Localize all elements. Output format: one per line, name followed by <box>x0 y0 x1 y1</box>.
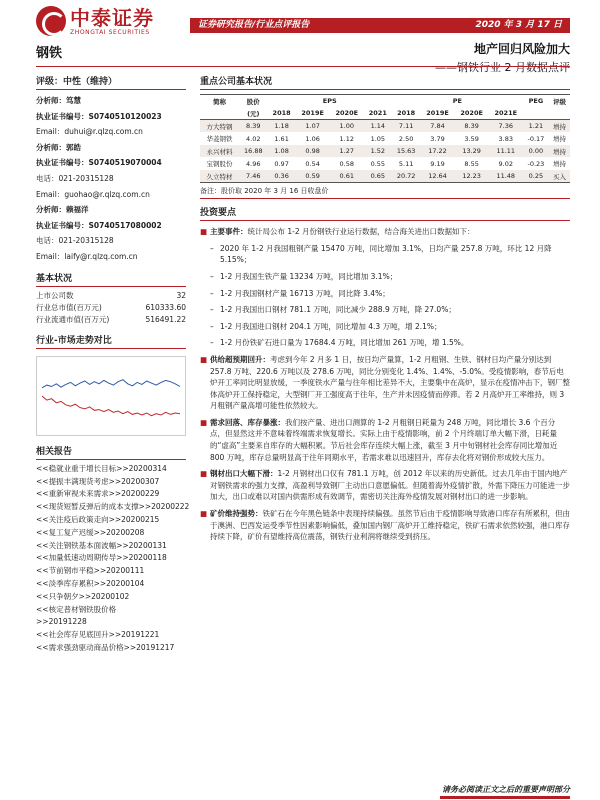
table-row <box>200 157 570 170</box>
point-text: 1-2 月钢材出口仅有 781.1 万吨，创 2012 年以来的历史新低。过去几年由于国内地产对钢铁需求的强力支撑，高盈利导致钢厂主动出口意愿偏低。但随着海外疫情扩散，外需下降压力可能进一步加大，出口或难以对国内供需形成有效调节，需密切关注海外疫情发展对钢材出口的进一步影响。 <box>210 469 570 502</box>
cert-number: S0740519070004 <box>88 158 162 168</box>
analyst-1 <box>36 93 186 140</box>
email-label: Email： <box>36 189 65 199</box>
related-report-link[interactable]: >>20191228 <box>36 617 87 627</box>
basic-key: 行业总市值(百万元) <box>36 302 102 312</box>
report-date: 2020 年 3 月 17 日 <box>475 20 562 30</box>
basic-value: 32 <box>176 290 186 300</box>
analyst-label: 分析师： <box>36 142 66 152</box>
table-cell: 4.96 <box>246 159 261 168</box>
event-item-text: 1-2 月我国钢材产量 16713 万吨，同比降 3.4%； <box>220 288 390 298</box>
table-cell: 11.11 <box>489 145 523 158</box>
table-cell: -0.23 <box>527 159 545 168</box>
analyst-name: 笃慧 <box>66 96 81 105</box>
event-item-text: 1-2 月我国出口钢材 781.1 万吨，同比减少 288.9 万吨，降 27.0%； <box>220 305 456 315</box>
sector-label: 钢铁 <box>36 46 63 61</box>
table-cell: 8.39 <box>455 120 489 133</box>
table-cell: 买入 <box>549 170 570 183</box>
chart-frame <box>37 356 186 435</box>
analyst-name: 郭皓 <box>66 142 81 152</box>
table-cell: 0.25 <box>523 170 549 183</box>
email-link[interactable]: guohao@r.qlzq.com.cn <box>64 189 150 199</box>
table-cell: 1.18 <box>268 120 296 133</box>
dash-bullet-icon: – <box>210 288 214 298</box>
analyst-label: 分析师： <box>36 205 66 215</box>
table-cell: 20.72 <box>392 170 421 183</box>
point-paragraph <box>200 508 570 543</box>
event-item <box>200 337 570 349</box>
table-cell: 0.54 <box>305 159 320 168</box>
related-report-link[interactable]: <<现货短暂反弹后的成本支撑>>20200222 <box>36 502 190 512</box>
main-event-text: 统计局公布 1-2 月份钢铁行业运行数据，结合海关进出口数据如下： <box>247 227 475 237</box>
table-cell: 4.02 <box>246 134 261 143</box>
main-event-label: 主要事件： <box>210 227 248 237</box>
table-note: 备注：股价取 2020 年 3 月 16 日收盘价 <box>200 186 570 199</box>
basic-key: 上市公司数 <box>36 290 74 300</box>
table-cell: 7.36 <box>489 120 523 133</box>
event-item <box>200 321 570 333</box>
related-report-link[interactable]: <<核定普材钢铁股价格 <box>36 604 117 614</box>
logo-icon <box>36 6 66 36</box>
event-item-text: 2020 年 1-2 月我国粗钢产量 15470 万吨，同比增加 3.1%，日均产量 257.8 万吨，环比 12 月降 5.15%； <box>220 243 552 265</box>
event-item <box>200 304 570 316</box>
related-report-link[interactable]: <<提振丰满现货考虑>>20200307 <box>36 476 160 486</box>
phone-label: 电话： <box>36 236 59 246</box>
table-cell: 0.00 <box>523 145 549 158</box>
logo-en: ZHONGTAI SECURITIES <box>70 28 150 36</box>
square-bullet-icon: ■ <box>200 417 208 427</box>
report-type: 证券研究报告/行业点评报告 <box>198 20 310 30</box>
col-sub: 2019E <box>296 107 330 120</box>
table-cell: 宝钢股份 <box>206 160 233 169</box>
table-cell: 0.65 <box>364 170 392 183</box>
table-cell: 0.55 <box>370 159 386 168</box>
market-title: 行业-市场走势对比 <box>36 333 186 349</box>
table-cell: 华菱钢铁 <box>206 135 233 144</box>
dash-bullet-icon: – <box>210 243 214 253</box>
col-name: 简称 <box>200 95 239 108</box>
cert-label: 执业证书编号： <box>36 220 89 230</box>
table-cell: 7.11 <box>392 120 421 133</box>
footer-disclaimer: 请务必阅读正文之后的重要声明部分 <box>442 785 570 794</box>
table-cell: 7.46 <box>239 170 268 183</box>
event-item <box>200 288 570 300</box>
table-cell: 1.27 <box>330 145 364 158</box>
col-eps: EPS <box>268 95 392 108</box>
related-report-link[interactable]: <<只争朝夕>>20200102 <box>36 591 130 601</box>
phone-label: 电话： <box>36 173 59 183</box>
related-report-link[interactable]: <<关注钢铁基本面波幅>>20200131 <box>36 540 167 550</box>
table-cell: 0.59 <box>296 170 330 183</box>
event-item-text: 1-2 月我国生铁产量 13234 万吨，同比增加 3.1%； <box>220 271 398 281</box>
event-item-text: 1-2 月份铁矿石进口量为 17684.4 万吨，同比增加 261 万吨，增 1.5%。 <box>220 338 469 348</box>
table-cell: 17.22 <box>420 145 454 158</box>
basic-row <box>36 314 186 326</box>
table-cell: 1.61 <box>274 134 289 143</box>
basic-key: 行业流通市值(百万元) <box>36 315 110 325</box>
table-cell: 0.36 <box>268 170 296 183</box>
square-bullet-icon: ■ <box>200 509 208 519</box>
table-cell: 1.07 <box>296 120 330 133</box>
table-cell: 久立特材 <box>200 170 239 183</box>
series-line-1 <box>42 379 180 387</box>
table-cell: 增持 <box>549 145 570 158</box>
email-label: Email： <box>36 251 65 261</box>
point-label: 钢材出口大幅下滑： <box>210 469 278 479</box>
company-table-title: 重点公司基本状况 <box>200 74 570 90</box>
col-sub: 2018 <box>392 107 421 120</box>
related-title: 相关报告 <box>36 444 186 460</box>
table-cell: 1.21 <box>523 120 549 133</box>
col-sub: (元) <box>239 107 268 120</box>
point-text: 铁矿石在今年黑色链条中表现持续偏强。虽然节后由于疫情影响导致港口库存有所累积，但由于澳洲、巴西发运受季节性因素影响偏低，叠加国内钢厂高炉开工维持稳定，铁矿石需求依然较强，港口库存持续下降，矿价有望维持高位震荡，钢铁行业利润将继续受到挤压。 <box>210 509 570 542</box>
square-bullet-icon: ■ <box>200 227 208 237</box>
table-cell: 1.14 <box>364 120 392 133</box>
email-link[interactable]: laify@r.qlzq.com.cn <box>64 251 138 261</box>
basic-value: 516491.22 <box>145 315 186 325</box>
point-paragraph <box>200 417 570 463</box>
basic-row <box>36 290 186 302</box>
table-cell: 8.55 <box>464 159 479 168</box>
table-cell: 11.48 <box>489 170 523 183</box>
event-item-text: 1-2 月我国进口钢材 204.1 万吨，同比增加 4.3 万吨，增 2.1%； <box>220 321 442 331</box>
email-label: Email： <box>36 127 65 137</box>
table-cell: 9.19 <box>430 159 445 168</box>
col-sub: 2021E <box>489 107 523 120</box>
table-row <box>200 120 570 133</box>
table-cell: 1.00 <box>330 120 364 133</box>
point-text: 我们按产量、进出口测算的 1-2 月粗钢日耗量为 248 万吨，同比增长 3.6 个百分点，但显然这并不意味着终端需求恢复增长。实际上由于疫情影响，前 2 个月终端订单大幅下滑，日耗量的“虚高”主要来自库存的大幅积累。节后社会库存连续大幅上涨，截至 3 月中旬钢材社会库存同比增加近 800 万吨，库存总量明显高于往年同期水平，若需求难以迅速回升，库存去化将对钢价形成较大压力。 <box>210 417 558 462</box>
table-cell: 5.11 <box>398 159 414 168</box>
series-line-2 <box>42 396 180 416</box>
cert-number: S0740510120023 <box>88 111 162 121</box>
left-column <box>36 74 190 655</box>
col-sub: 2020E <box>330 107 364 120</box>
main-event <box>200 226 570 238</box>
logo-cn: 中泰证券 <box>70 5 154 30</box>
col-sub: 2021 <box>364 107 392 120</box>
analyst-3 <box>36 202 186 264</box>
event-item <box>200 243 570 266</box>
logo <box>36 6 154 36</box>
related-report-link[interactable]: <<稳就业重于增长目标>>20200314 <box>36 463 167 473</box>
table-cell: 0.61 <box>330 170 364 183</box>
company-table <box>200 94 570 183</box>
table-row <box>200 145 570 158</box>
related-report-link[interactable]: <<需求强劲驱动商品价格>>20191217 <box>36 642 175 652</box>
page-subtitle: ——钢铁行业 2 月数据点评 <box>435 61 570 74</box>
dash-bullet-icon: – <box>210 321 214 331</box>
related-report-list <box>36 463 190 655</box>
dash-bullet-icon: – <box>210 305 214 315</box>
related-report-link[interactable]: <<加量低速动周期传导>>20200118 <box>36 553 167 563</box>
related-report-link[interactable]: <<淡季库存累积>>20200104 <box>36 578 145 588</box>
related-report-link[interactable]: <<关注疫后政策走向>>20200215 <box>36 514 160 524</box>
table-cell: 2.50 <box>398 134 414 143</box>
table-cell: 3.79 <box>430 134 445 143</box>
related-report-link[interactable]: <<复工复产迟缓>>20200208 <box>36 527 145 537</box>
cert-label: 执业证书编号： <box>36 158 89 168</box>
col-price: 股价 <box>239 95 268 108</box>
table-cell: 1.52 <box>364 145 392 158</box>
table-cell: 12.23 <box>455 170 489 183</box>
point-text: 考虑到今年 2 月多 1 日，按日均产量算，1-2 月粗钢、生铁、钢材日均产量分别达到 257.8 万吨、220.6 万吨以及 278.6 万吨，同比分别变化 1.4%、1.4%、-5.0%。受疫情影响，春节后电炉开工率同比明显放缓，一季度铁水产量与往年相比差异不大，主要集中在高炉，显示在疫情冲击下，钢厂整体高炉开工保持稳定，大型钢厂开工强度高于往年，生产并未因疫情而停滞。若 2 月高炉开工率维持，则 3 月粗钢产量高增可能性依然较大。 <box>210 354 570 411</box>
col-sub: 2020E <box>455 107 489 120</box>
table-cell: 12.64 <box>420 170 454 183</box>
table-cell: 0.58 <box>339 159 354 168</box>
table-cell: 0.97 <box>274 159 289 168</box>
phone-number: 021-20315128 <box>58 236 114 246</box>
table-cell: 3.83 <box>498 134 513 143</box>
table-cell: 8.39 <box>239 120 268 133</box>
col-rating: 评级 <box>549 95 570 108</box>
basic-title: 基本状况 <box>36 271 186 287</box>
col-peg: PEG <box>523 95 549 108</box>
cert-label: 执业证书编号： <box>36 111 89 121</box>
analyst-2 <box>36 140 186 202</box>
header-divider <box>36 66 570 67</box>
related-report-link[interactable]: <<社会库存见底回升>>20191221 <box>36 630 160 640</box>
table-cell: 增持 <box>553 160 566 169</box>
analyst-label: 分析师： <box>36 96 66 105</box>
table-cell: 永兴材料 <box>200 145 239 158</box>
page-title: 地产回归风险加大 <box>473 42 570 56</box>
point-label: 需求回落、库存暴涨： <box>210 417 285 427</box>
table-cell: -0.17 <box>527 134 545 143</box>
square-bullet-icon: ■ <box>200 354 208 364</box>
basic-value: 610333.60 <box>145 302 186 312</box>
table-cell: 16.88 <box>239 145 268 158</box>
point-paragraph <box>200 354 570 412</box>
email-link[interactable]: duhui@r.qlzq.com.cn <box>64 127 143 137</box>
table-cell: 15.63 <box>392 145 421 158</box>
point-label: 矿价维持强势： <box>210 509 263 519</box>
table-cell: 7.84 <box>420 120 454 133</box>
table-cell: 1.12 <box>339 134 354 143</box>
table-cell: 增持 <box>553 135 566 144</box>
col-pe: PE <box>392 95 523 108</box>
event-item <box>200 271 570 283</box>
rating: 评级：中性（维持） <box>36 74 186 90</box>
square-bullet-icon: ■ <box>200 469 208 479</box>
market-trend-chart <box>36 356 186 436</box>
table-row <box>200 132 570 145</box>
basic-row <box>36 302 186 314</box>
cert-number: S0740517080002 <box>88 220 162 230</box>
table-cell: 增持 <box>549 120 570 133</box>
footer-bar <box>440 796 570 799</box>
table-cell: 0.98 <box>296 145 330 158</box>
table-cell: 3.59 <box>464 134 479 143</box>
table-cell: 9.02 <box>498 159 513 168</box>
col-sub: 2019E <box>420 107 454 120</box>
table-row <box>200 170 570 183</box>
right-column <box>200 74 570 543</box>
point-label: 供给超预期回升： <box>210 354 270 364</box>
invest-title: 投资要点 <box>200 205 570 221</box>
table-cell: 1.05 <box>370 134 386 143</box>
related-report-link[interactable]: <<重新审视未来需求>>20200229 <box>36 489 160 499</box>
col-sub: 2018 <box>268 107 296 120</box>
table-cell: 方大特钢 <box>200 120 239 133</box>
related-report-link[interactable]: <<节前钢市平稳>>20200111 <box>36 566 145 576</box>
analyst-name: 赖福洋 <box>66 205 89 215</box>
table-cell: 1.06 <box>305 134 320 143</box>
title-block <box>435 40 570 75</box>
phone-number: 021-20315128 <box>58 173 114 183</box>
table-cell: 1.08 <box>268 145 296 158</box>
header-bar <box>190 18 570 33</box>
dash-bullet-icon: – <box>210 271 214 281</box>
dash-bullet-icon: – <box>210 338 214 348</box>
table-cell: 13.29 <box>455 145 489 158</box>
point-paragraph <box>200 468 570 503</box>
